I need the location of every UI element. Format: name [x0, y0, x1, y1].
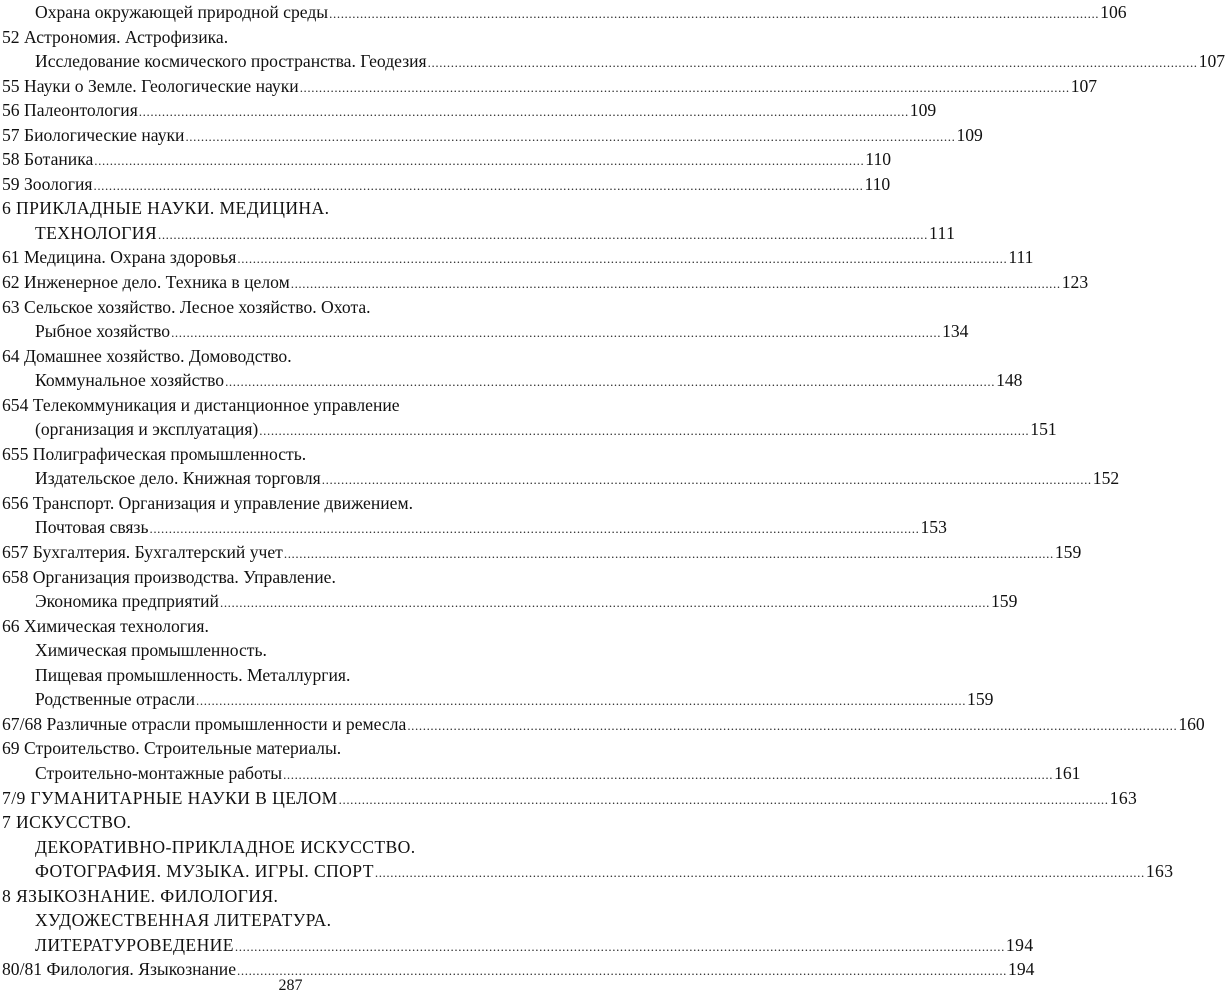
toc-entry-page: 109 [956, 124, 983, 145]
toc-entry [2, 196, 578, 221]
toc-entry-title: 52 Астрономия. Астрофизика. [2, 26, 229, 47]
toc-entry-page: 110 [865, 149, 892, 170]
toc-entry-title: 656 Транспорт. Организация и управление движением. [2, 492, 413, 513]
toc-entry-title: 59 Зоология [2, 173, 93, 194]
dot-leader: ........................................................................................................................................................................................................ [219, 595, 990, 611]
toc-entry-title: ЛИТЕРАТУРОВЕДЕНИЕ [35, 934, 234, 955]
dot-leader: ........................................................................................................................................................................................................ [149, 521, 920, 537]
toc-entry-page: 152 [1092, 468, 1120, 489]
toc-entry-page: 148 [996, 370, 1023, 391]
dot-leader: ........................................................................................................................................................................................................ [237, 251, 1008, 267]
toc-entry [2, 736, 578, 761]
toc-entry-title: Пищевая промышленность. Металлургия. [35, 664, 351, 685]
dot-leader: ........................................................................................................................................................................................................ [329, 6, 1100, 21]
toc-entry [2, 687, 994, 712]
dot-leader: ........................................................................................................................................................................................................ [427, 55, 1198, 71]
toc-entry-title: ХУДОЖЕСТВЕННАЯ ЛИТЕРАТУРА. [35, 910, 332, 931]
toc-entry [2, 245, 1034, 270]
toc-entry-page: 134 [942, 321, 969, 342]
dot-leader: ........................................................................................................................................................................................................ [196, 693, 967, 709]
toc-entry [2, 810, 578, 835]
toc-entry-title: 56 Палеонтология [2, 100, 138, 121]
toc-entry [2, 638, 578, 663]
toc-entry-title: 657 Бухгалтерия. Бухгалтерский учет [2, 542, 283, 563]
toc-entry-page: 111 [1008, 247, 1034, 268]
toc-entry-title: 655 Полиграфическая промышленность. [2, 443, 307, 464]
toc-entry [2, 147, 892, 172]
dot-leader: ........................................................................................................................................................................................................ [374, 865, 1145, 881]
toc-entry-page: 123 [1061, 272, 1089, 293]
toc-entry-page: 194 [1008, 959, 1035, 980]
toc-entry-page: 160 [1178, 713, 1205, 734]
toc-entry-page: 163 [1145, 861, 1174, 882]
toc-entry-title: Химическая промышленность. [35, 640, 267, 661]
toc-entry-title: 69 Строительство. Строительные материалы. [2, 738, 342, 759]
toc-entry-page: 159 [967, 689, 994, 710]
toc-entry [2, 295, 578, 320]
toc-entry-title: ФОТОГРАФИЯ. МУЗЫКА. ИГРЫ. СПОРТ [35, 861, 374, 882]
toc-entry-title: 61 Медицина. Охрана здоровья [2, 247, 237, 268]
toc-entry [2, 221, 956, 246]
dot-leader: ........................................................................................................................................................................................................ [138, 104, 909, 120]
toc-entry-title: Строительно-монтажные работы [35, 762, 283, 783]
toc-entry-title: 7/9 ГУМАНИТАРНЫЕ НАУКИ В ЦЕЛОМ [2, 787, 338, 808]
toc-entry-title: 66 Химическая технология. [2, 615, 209, 636]
dot-leader: ........................................................................................................................................................................................................ [94, 153, 865, 169]
toc-entry-page: 163 [1109, 787, 1138, 808]
dot-leader: ........................................................................................................................................................................................................ [225, 374, 996, 390]
toc-entry-page: 151 [1030, 419, 1057, 440]
toc-entry-title: 7 ИСКУССТВО. [2, 812, 132, 833]
toc-entry [2, 172, 891, 197]
toc-entry-title: 58 Ботаника [2, 149, 94, 170]
toc-entry-title: 658 Организация производства. Управление. [2, 566, 336, 587]
toc-entry-page: 194 [1005, 934, 1034, 955]
toc-entry-page: 161 [1054, 762, 1081, 783]
toc-entry [2, 368, 1023, 393]
dot-leader: ........................................................................................................................................................................................................ [290, 276, 1061, 292]
toc-entry [2, 786, 1138, 811]
toc-entry [2, 417, 1057, 442]
toc-entry-title: 55 Науки о Земле. Геологические науки [2, 75, 299, 96]
toc-entry-title: 67/68 Различные отрасли промышленности и ремесла [2, 713, 407, 734]
toc-entry [2, 663, 578, 688]
toc-entry-title: 8 ЯЗЫКОЗНАНИЕ. ФИЛОЛОГИЯ. [2, 885, 279, 906]
toc-entry-title: Родственные отрасли [35, 689, 196, 710]
dot-leader: ........................................................................................................................................................................................................ [157, 226, 928, 242]
toc-entry-title: 654 Телекоммуникация и дистанционное управление [2, 394, 400, 415]
toc-entry-page: 153 [920, 517, 947, 538]
toc-entry [2, 442, 578, 467]
dot-leader: ........................................................................................................................................................................................................ [299, 79, 1070, 95]
toc-entry-title: 57 Биологические науки [2, 124, 185, 145]
dot-leader: ........................................................................................................................................................................................................ [234, 938, 1005, 954]
toc-entry [2, 344, 578, 369]
toc-entry [2, 933, 1034, 958]
toc-entry-page: 109 [909, 100, 937, 121]
toc-entry [2, 319, 969, 344]
toc-entry [2, 0, 1127, 25]
toc-entry [2, 884, 578, 909]
toc-entry-title: (организация и эксплуатация) [35, 419, 259, 440]
dot-leader: ........................................................................................................................................................................................................ [259, 423, 1030, 439]
dot-leader: ........................................................................................................................................................................................................ [93, 177, 864, 193]
toc-entry-page: 107 [1198, 51, 1225, 72]
page-number: 287 [278, 977, 303, 994]
toc-entry [2, 393, 578, 418]
toc-entry-page: 159 [990, 591, 1018, 612]
toc-entry [2, 123, 983, 148]
toc-entry-title: Исследование космического пространства. Геодезия [35, 51, 427, 72]
toc-entry-title: Коммунальное хозяйство [35, 370, 225, 391]
toc-entry [2, 565, 578, 590]
toc-entry [2, 491, 578, 516]
dot-leader: ........................................................................................................................................................................................................ [338, 791, 1109, 807]
toc-entry [2, 859, 1174, 884]
toc-entry [2, 25, 578, 50]
toc-entry-page: 111 [928, 222, 956, 243]
toc-entry [2, 466, 1120, 491]
dot-leader: ........................................................................................................................................................................................................ [283, 766, 1054, 782]
toc-entry [2, 270, 1089, 295]
toc-entry-title: Охрана окружающей природной среды [35, 2, 329, 22]
toc-entry [2, 49, 1225, 74]
toc-entry [2, 908, 578, 933]
toc-entry-title: 6 ПРИКЛАДНЫЕ НАУКИ. МЕДИЦИНА. [2, 198, 330, 219]
toc-entry-page: 159 [1054, 542, 1082, 563]
toc-entry [2, 540, 1082, 565]
toc-entry [2, 515, 947, 540]
toc-entry-title: Издательское дело. Книжная торговля [35, 468, 321, 489]
dot-leader: ........................................................................................................................................................................................................ [171, 325, 942, 341]
dot-leader: ........................................................................................................................................................................................................ [321, 472, 1092, 488]
toc-entry [2, 614, 578, 639]
toc-entry-page: 110 [864, 173, 891, 194]
toc-entry-title: 63 Сельское хозяйство. Лесное хозяйство. Охота. [2, 296, 371, 317]
toc-entry-title: 62 Инженерное дело. Техника в целом [2, 272, 290, 293]
toc-entry-title: Экономика предприятий [35, 591, 219, 612]
toc-entry-title: 80/81 Филология. Языкознание [2, 959, 237, 980]
toc-entry-title: ДЕКОРАТИВНО-ПРИКЛАДНОЕ ИСКУССТВО. [35, 836, 416, 857]
dot-leader: ........................................................................................................................................................................................................ [237, 963, 1008, 979]
toc-entry-title: Рыбное хозяйство [35, 321, 171, 342]
toc-entry-title: ТЕХНОЛОГИЯ [35, 222, 157, 243]
toc-entry-page: 106 [1100, 2, 1127, 22]
table-of-contents [2, 0, 1225, 982]
toc-entry [2, 835, 578, 860]
toc-entry-page: 107 [1070, 75, 1098, 96]
toc-entry [2, 712, 1205, 737]
dot-leader: ........................................................................................................................................................................................................ [283, 546, 1054, 562]
dot-leader: ........................................................................................................................................................................................................ [407, 717, 1178, 733]
toc-entry [2, 589, 1018, 614]
dot-leader: ........................................................................................................................................................................................................ [185, 128, 956, 144]
toc-entry-title: 64 Домашнее хозяйство. Домоводство. [2, 345, 292, 366]
toc-entry-title: Почтовая связь [35, 517, 149, 538]
toc-entry [2, 74, 1098, 99]
toc-entry [2, 98, 937, 123]
toc-entry [2, 761, 1081, 786]
